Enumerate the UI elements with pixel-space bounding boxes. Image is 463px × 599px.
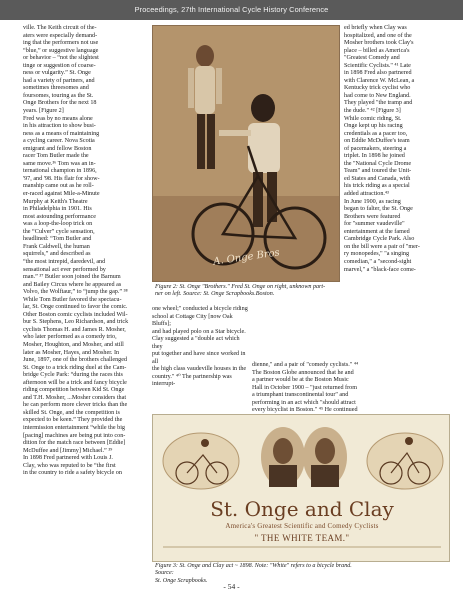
- body-column-middle: one wheel;" conducted a bicycle riding school at Cottage City [now Oak Bluffs]; and had played polo on a Star bicycle. Clay suggested a "double act which they put together and have since worked in all the high class vaudeville houses in the country." ⁴⁰ The partnership was interrupt-: [152, 306, 248, 388]
- figure-2-photo: [152, 25, 340, 282]
- figure-2-caption: Figure 2: St. Onge "Brothers." Fred St. Onge on right, unknown part- ner on left. Source: St. Onge Scrapbooks.Boston.: [155, 284, 326, 298]
- body-column-left: ville. The Keith circuit of the- aters were especially demand- ing that the performers not use “blue,” or suggestive language or behavior – “not the slightest tinge or suggestion of coarse- ness or vulgarity.” St. Onge had a variety of partners, and sometimes threesomes and foursomes, touring as the St. Onge Brothers for the next 18 years. [Figure 2] Fred was by no means alone in his attraction to show busi- ness as a means of maintaining a cycling career. Nova Scotia emigrant and fellow Boston racer Tom Butler made the same move.³⁶ Tom was an in- ternational champion in 1896, '97, and '98. His flair for show- manship came out as he roll- er-raced against Mile-a-Minute Murphy at Keith's Theatre in Philadelphia in 1901. His most astounding performance was a loop-the-loop trick on the “Culver” cycle sensation, headlined: “Tom Butler and Frank Caldwell, the human squirrels,” and described as “the most intrepid, daredevil, and sensational act ever performed by man.” ³⁷ Butler soon joined the Barnum and Bailey Circus where he appeared as Volvo, the Wolftaur,” to “jump the gap.” ³⁸ While Tom Butler favored the spectacu- lar, St. Onge continued to favor the comic. Other Boston comic cyclists included Wil- bur S. Stephens, Leo Richardson, and trick cyclists Thomas H. and James R. Mosher, who later performed as a comedy trio, Mosher, Houghton, and Mosher, and still later as Mosher, Hayes, and Mosher. In June, 1897, one of the brothers challenged St. Onge to a trick riding duel at the Cam- bridge Cycle Park: “during the races this afternoon will be a trick and fancy bicycle riding competition between Kid St. Onge and T.H. Mosher, ...Mosher considers that he can perform more clever tricks than the skilled St. Onge, and the competition is expected to be keen.” They provided the intermission entertainment “while the big [pacing] machines are being put into con- dition for the match race between [Eddie] McDuffee and [Jimmy] Michael.” ³⁹ In 1898 Fred partnered with Louis J. Clay, who was reputed to be “the first in the country to ride a safety bicycle on: [23, 25, 129, 477]
- poster-subtitle: America's Greatest Scientific and Comedy Cyclists: [225, 522, 379, 530]
- cyclists-photo-illustration: [153, 26, 340, 282]
- body-column-right: ed briefly when Clay was hospitalized, and one of the Mosher brothers took Clay's place – billed as America's "Greatest Comedy and Scientific Cyclists." ⁴¹ Late in 1898 Fred also partnered with Clarence W. McLean, a Kentucky trick cyclist who had come to New England. They played "the tramp and the dude." ⁴² [Figure 3] While comic riding, St. Onge kept up his racing credentials as a pacer too, on Eddie McDuffee's team of pacemakers, steering a triplet. In 1898 he joined the "National Cycle Drome Team" and toured the Unit- ed States and Canada, with his trick riding as a special added attraction.⁴³ In June 1900, as racing began to falter, the St. Onge Brothers were featured for "summer vaudeville" entertainment at the famed Cambridge Cycle Park. Also on the bill were a pair of "mer- ry monopedes," "a singing comedian," a "second-sight marvel," a "black-face come-: [344, 25, 420, 273]
- photo-signature: A. Onge Bros: [212, 247, 281, 268]
- conference-title: Proceedings, 27th International Cycle History Conference: [134, 5, 329, 14]
- page-number: - 54 -: [223, 582, 240, 591]
- page-header: [0, 0, 463, 20]
- figure-3-poster: [152, 414, 450, 562]
- poster-team-name: " THE WHITE TEAM.": [254, 533, 350, 543]
- body-column-right-continued: dienne," and a pair of "comedy cyclists." ⁴⁴ The Boston Globe announced that he and a partner would be at the Boston Music Hall in October 1900 – "just returned from a triumphant transcontinental tour" and performing in an act which "should attract every bicyclist in Boston." ⁴⁵ He continued: [252, 362, 359, 414]
- poster-title: St. Onge and Clay: [210, 497, 394, 521]
- figure-3-caption: Figure 3: St. Onge and Clay act ~ 1898. Note: "White" refers to a bicycle brand. Source: St. Onge Scrapbooks.: [155, 563, 352, 584]
